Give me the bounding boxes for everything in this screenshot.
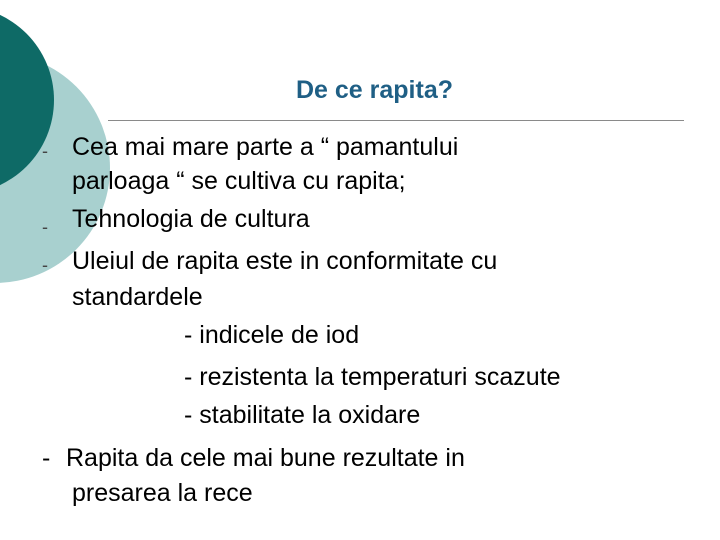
bullet-2-line-1: Tehnologia de cultura [72,205,310,233]
slide-title: De ce rapita? [296,76,454,104]
bullet-1-line-1: Cea mai mare parte a “ pamantului [72,133,459,161]
sub-item-3: - stabilitate la oxidare [184,401,421,429]
sub-item-1: - indicele de iod [184,321,360,349]
bullet-marker: - [42,217,48,237]
bullet-4-line-2: presarea la rece [72,479,253,507]
bullet-marker: - [42,444,51,472]
sub-item-2: - rezistenta la temperaturi scazute [184,363,561,391]
bullet-4-line-1: Rapita da cele mai bune rezultate in [66,444,465,472]
title-divider [108,120,684,121]
bullet-3-line-2: standardele [72,283,203,311]
bullet-1-line-2: parloaga “ se cultiva cu rapita; [72,167,406,195]
bullet-marker: - [42,141,48,161]
bullet-3-line-1: Uleiul de rapita este in conformitate cu [72,247,498,275]
bullet-marker: - [42,255,48,275]
